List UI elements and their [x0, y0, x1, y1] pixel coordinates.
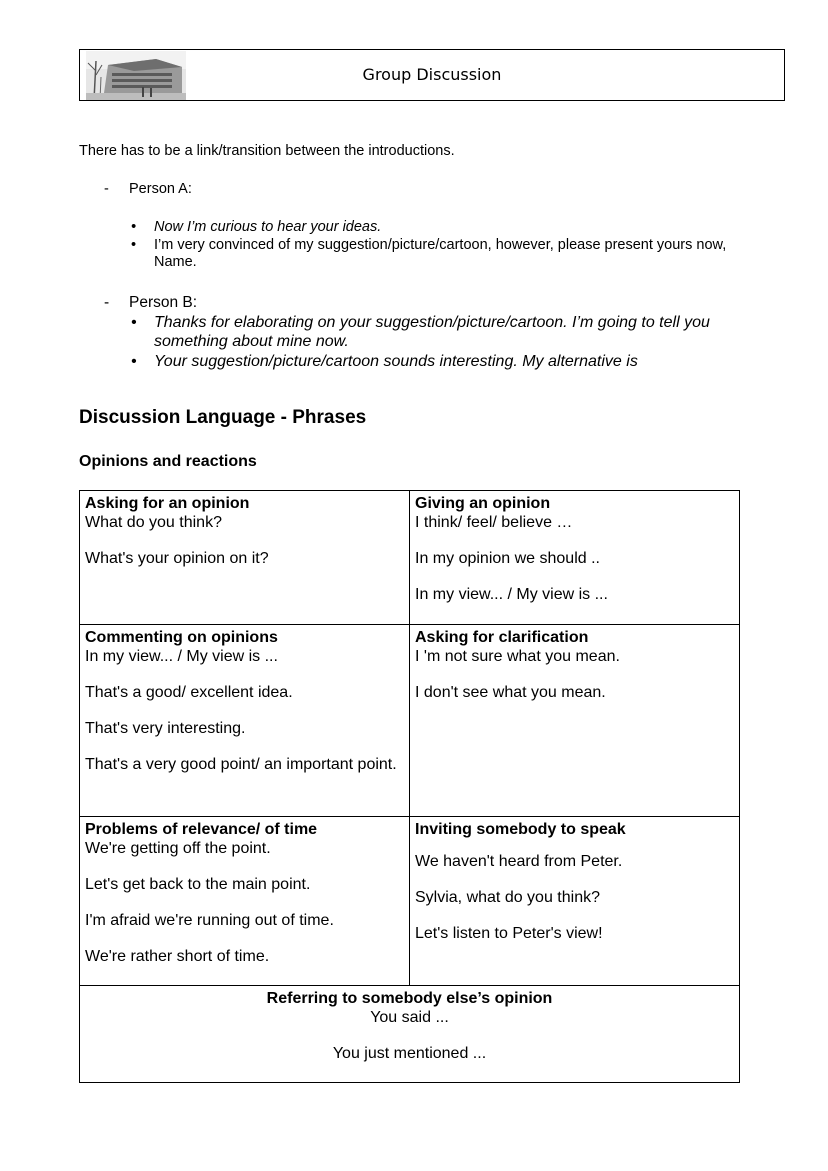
phrase: Sylvia, what do you think? — [415, 889, 600, 906]
cell-referring — [80, 986, 740, 1083]
list-item: • I’m very convinced of my suggestion/picture/cartoon, however, please present yours now, Name. — [131, 237, 771, 271]
cell-title: Problems of relevance/ of time — [85, 821, 318, 838]
cell-clarification — [410, 625, 740, 817]
phrase: Let's listen to Peter's view! — [415, 925, 603, 942]
phrases-table — [79, 490, 740, 1083]
phrase: That's very interesting. — [85, 720, 246, 737]
phrase: That's a good/ excellent idea. — [85, 684, 293, 701]
phrase: In my view... / My view is ... — [85, 648, 278, 665]
phrase: You said ... — [370, 1009, 449, 1026]
cell-inviting — [410, 817, 740, 986]
table-row — [80, 817, 740, 986]
phrase: We're rather short of time. — [85, 948, 270, 965]
phrase: Let's get back to the main point. — [85, 876, 311, 893]
table-row — [80, 986, 740, 1083]
cell-title: Inviting somebody to speak — [415, 821, 626, 838]
cell-relevance — [80, 817, 410, 986]
person-b-label-text: Person B: — [129, 294, 198, 311]
phrase: What do you think? — [85, 514, 222, 531]
cell-title: Commenting on opinions — [85, 629, 278, 646]
cell-giving-opinion — [410, 491, 740, 625]
cell-title: Asking for an opinion — [85, 495, 250, 512]
phrase: That's a very good point/ an important point. — [85, 756, 397, 773]
phrase: In my view... / My view is ... — [415, 586, 608, 603]
section-title: Discussion Language - Phrases — [79, 407, 367, 428]
person-b-label — [104, 294, 197, 312]
cell-commenting — [80, 625, 410, 817]
person-a-label-text: Person A: — [129, 181, 192, 197]
table-row — [80, 491, 740, 625]
phrase: What's your opinion on it? — [85, 550, 269, 567]
list-item: • Thanks for elaborating on your suggestion/picture/cartoon. I’m going to tell you something about mine now. — [131, 313, 771, 351]
phrase: We haven't heard from Peter. — [415, 853, 623, 870]
list-dash: - — [104, 294, 110, 311]
phrase: We're getting off the point. — [85, 840, 271, 857]
table-row — [80, 625, 740, 817]
list-item: • Now I’m curious to hear your ideas. — [131, 219, 771, 236]
phrase: You just mentioned ... — [332, 1045, 487, 1062]
list-dash: - — [104, 181, 109, 197]
phrase: I'm afraid we're running out of time. — [85, 912, 334, 929]
phrase: In my opinion we should .. — [415, 550, 600, 567]
intro-text: There has to be a link/transition between the introductions. — [79, 143, 455, 159]
phrase: I think/ feel/ believe … — [415, 514, 573, 531]
cell-asking-opinion — [80, 491, 410, 625]
subsection-title: Opinions and reactions — [79, 453, 257, 470]
person-a-label — [104, 181, 192, 197]
phrase: I don't see what you mean. — [415, 684, 606, 701]
phrase: I 'm not sure what you mean. — [415, 648, 620, 665]
list-item: • Your suggestion/picture/cartoon sounds interesting. My alternative is — [131, 352, 771, 371]
cell-title: Asking for clarification — [415, 629, 589, 646]
header-box — [79, 49, 785, 101]
header-title: Group Discussion — [362, 65, 502, 84]
cell-title: Referring to somebody else’s opinion — [266, 990, 553, 1007]
person-a-bullets — [131, 219, 771, 272]
cell-title: Giving an opinion — [415, 495, 551, 512]
person-b-bullets — [131, 313, 771, 372]
